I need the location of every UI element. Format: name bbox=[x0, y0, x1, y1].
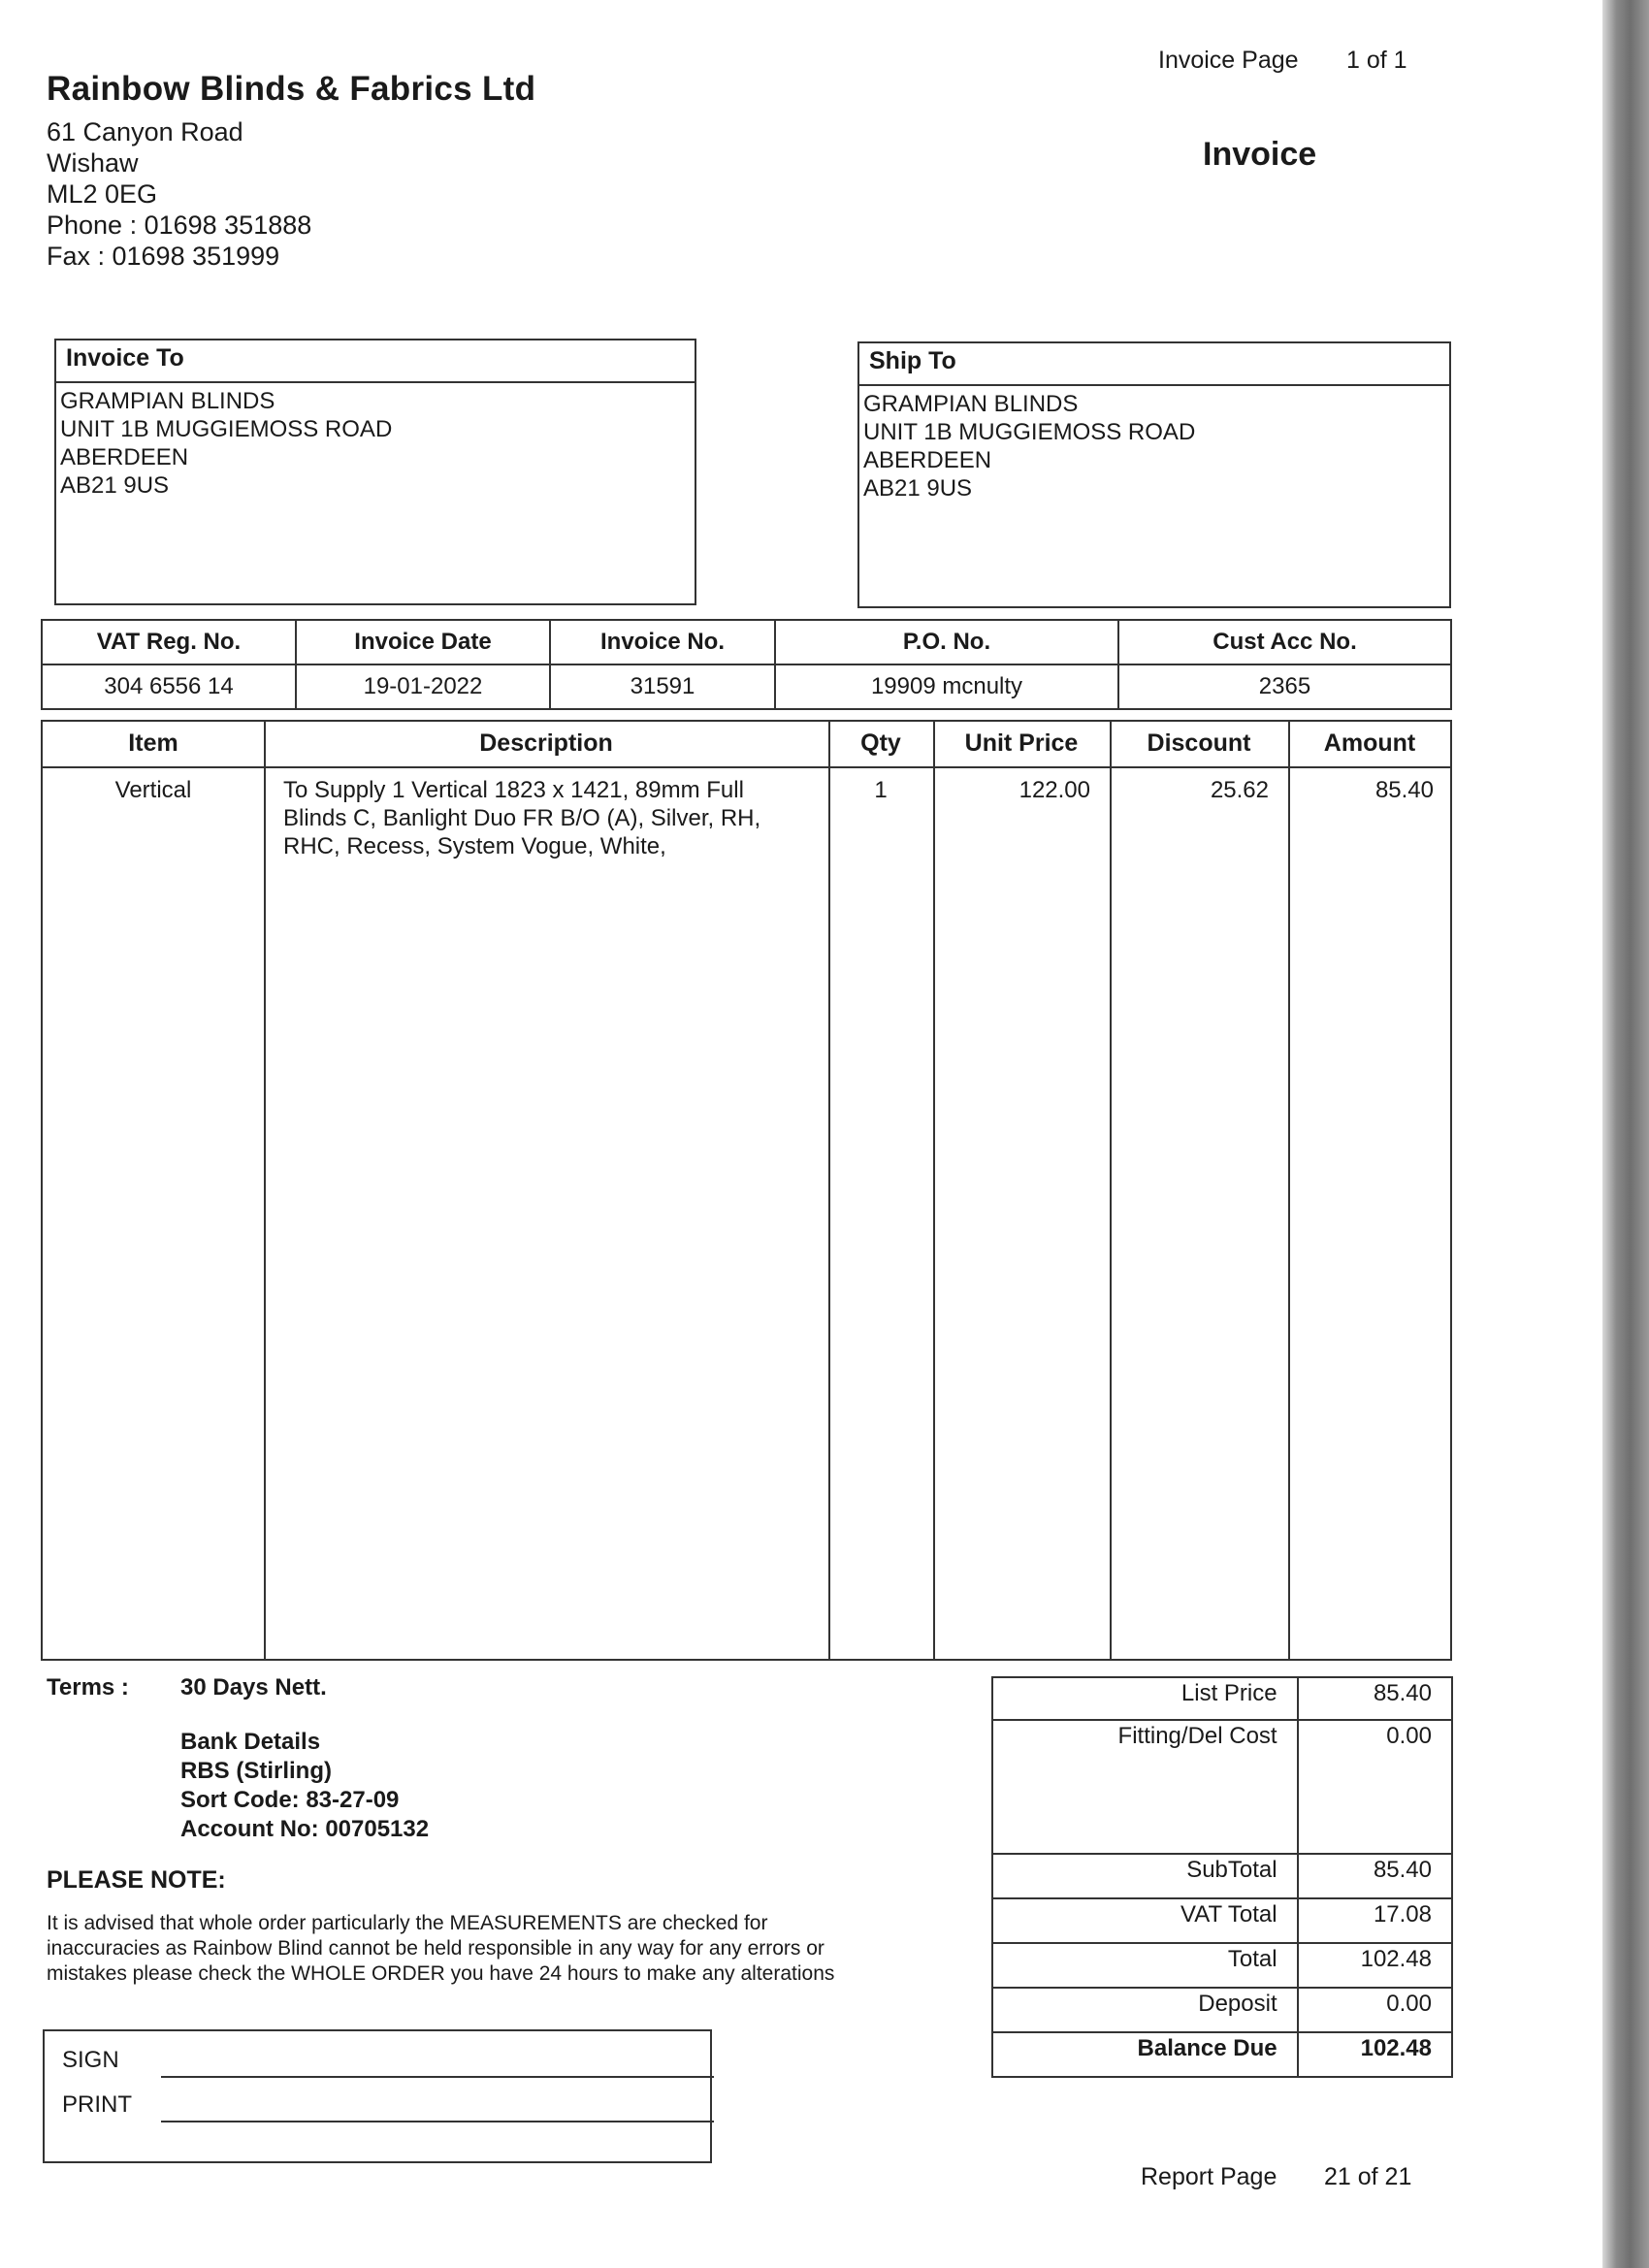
signature-box bbox=[43, 2029, 712, 2163]
terms-label: Terms : bbox=[47, 1674, 129, 1701]
ship-to-line: ABERDEEN bbox=[863, 447, 992, 473]
invoice-no-value: 31591 bbox=[550, 664, 775, 709]
note-line: inaccuracies as Rainbow Blind cannot be held responsible in any way for any errors or bbox=[47, 1937, 824, 1960]
print-label: PRINT bbox=[62, 2091, 132, 2118]
subtotal-label: SubTotal bbox=[992, 1854, 1298, 1898]
terms-value: 30 Days Nett. bbox=[180, 1674, 327, 1701]
invoice-to-heading: Invoice To bbox=[56, 340, 695, 383]
please-note-text bbox=[47, 1911, 968, 1987]
description-line: To Supply 1 Vertical 1823 x 1421, 89mm Full bbox=[283, 777, 744, 803]
invoice-no-header: Invoice No. bbox=[550, 620, 775, 664]
print-line[interactable] bbox=[161, 2121, 714, 2122]
amount-cell: 85.40 bbox=[1374, 777, 1434, 803]
bank-details-line: Bank Details bbox=[180, 1729, 321, 1755]
invoice-to-line: ABERDEEN bbox=[60, 444, 189, 470]
description-header: Description bbox=[479, 729, 613, 757]
balance-due-value: 102.48 bbox=[1298, 2032, 1452, 2077]
description-cell bbox=[283, 776, 826, 860]
column-divider bbox=[1288, 722, 1290, 1659]
qty-cell: 1 bbox=[874, 777, 888, 803]
fitting-label: Fitting/Del Cost bbox=[992, 1720, 1298, 1854]
invoice-date-value: 19-01-2022 bbox=[296, 664, 550, 709]
note-line: mistakes please check the WHOLE ORDER you have 24 hours to make any alterations bbox=[47, 1962, 835, 1985]
vat-total-value: 17.08 bbox=[1298, 1898, 1452, 1943]
discount-cell: 25.62 bbox=[1210, 777, 1269, 803]
company-name: Rainbow Blinds & Fabrics Ltd bbox=[47, 70, 536, 108]
po-no-header: P.O. No. bbox=[775, 620, 1118, 664]
description-line: RHC, Recess, System Vogue, White, bbox=[283, 833, 666, 859]
document-title: Invoice bbox=[1203, 136, 1317, 173]
reference-table bbox=[41, 619, 1452, 710]
bank-details-line: RBS (Stirling) bbox=[180, 1758, 332, 1784]
invoice-date-header: Invoice Date bbox=[296, 620, 550, 664]
report-page-label: Report Page bbox=[1141, 2163, 1277, 2190]
total-value: 102.48 bbox=[1298, 1943, 1452, 1988]
column-divider bbox=[828, 722, 830, 1659]
company-phone: Phone : 01698 351888 bbox=[47, 211, 312, 240]
please-note-heading: PLEASE NOTE: bbox=[47, 1866, 226, 1894]
report-page-value: 21 of 21 bbox=[1324, 2163, 1412, 2190]
ship-to-box bbox=[857, 341, 1451, 608]
total-label: Total bbox=[992, 1943, 1298, 1988]
totals-table bbox=[991, 1676, 1453, 2078]
scan-edge bbox=[1602, 0, 1649, 2268]
qty-header: Qty bbox=[860, 729, 901, 757]
item-header: Item bbox=[128, 729, 178, 757]
column-divider bbox=[933, 722, 935, 1659]
unit-price-cell: 122.00 bbox=[1018, 777, 1090, 803]
invoice-page-label: Invoice Page bbox=[1158, 47, 1299, 74]
unit-price-header: Unit Price bbox=[964, 729, 1079, 757]
company-address-line: 61 Canyon Road bbox=[47, 117, 243, 146]
invoice-to-line: AB21 9US bbox=[60, 472, 170, 499]
subtotal-value: 85.40 bbox=[1298, 1854, 1452, 1898]
ship-to-line: AB21 9US bbox=[863, 475, 973, 502]
note-line: It is advised that whole order particularly the MEASUREMENTS are checked for bbox=[47, 1912, 768, 1934]
fitting-value: 0.00 bbox=[1298, 1720, 1452, 1854]
bank-details-line: Account No: 00705132 bbox=[180, 1816, 430, 1842]
list-price-value: 85.40 bbox=[1298, 1677, 1452, 1720]
vat-reg-header: VAT Reg. No. bbox=[42, 620, 296, 664]
column-divider bbox=[264, 722, 266, 1659]
items-table bbox=[41, 720, 1452, 1661]
company-fax: Fax : 01698 351999 bbox=[47, 242, 280, 271]
invoice-to-line: UNIT 1B MUGGIEMOSS ROAD bbox=[60, 416, 393, 442]
item-cell: Vertical bbox=[114, 777, 192, 803]
sign-label: SIGN bbox=[62, 2047, 119, 2073]
column-divider bbox=[1110, 722, 1112, 1659]
vat-reg-value: 304 6556 14 bbox=[42, 664, 296, 709]
bank-details-line: Sort Code: 83-27-09 bbox=[180, 1787, 400, 1813]
balance-due-label: Balance Due bbox=[992, 2032, 1298, 2077]
cust-acc-header: Cust Acc No. bbox=[1118, 620, 1451, 664]
deposit-label: Deposit bbox=[992, 1988, 1298, 2032]
discount-header: Discount bbox=[1147, 729, 1251, 757]
amount-header: Amount bbox=[1323, 729, 1416, 757]
cust-acc-value: 2365 bbox=[1118, 664, 1451, 709]
sign-line[interactable] bbox=[161, 2076, 714, 2078]
list-price-label: List Price bbox=[992, 1677, 1298, 1720]
ship-to-heading: Ship To bbox=[859, 343, 1449, 386]
description-line: Blinds C, Banlight Duo FR B/O (A), Silver, RH, bbox=[283, 805, 761, 831]
ship-to-line: GRAMPIAN BLINDS bbox=[863, 391, 1079, 417]
deposit-value: 0.00 bbox=[1298, 1988, 1452, 2032]
vat-total-label: VAT Total bbox=[992, 1898, 1298, 1943]
ship-to-line: UNIT 1B MUGGIEMOSS ROAD bbox=[863, 419, 1196, 445]
company-address-line: Wishaw bbox=[47, 148, 139, 178]
invoice-page-value: 1 of 1 bbox=[1346, 47, 1407, 74]
invoice-to-box bbox=[54, 339, 696, 605]
po-no-value: 19909 mcnulty bbox=[775, 664, 1118, 709]
items-header-divider bbox=[43, 766, 1450, 768]
invoice-to-line: GRAMPIAN BLINDS bbox=[60, 388, 275, 414]
company-address-line: ML2 0EG bbox=[47, 179, 158, 209]
